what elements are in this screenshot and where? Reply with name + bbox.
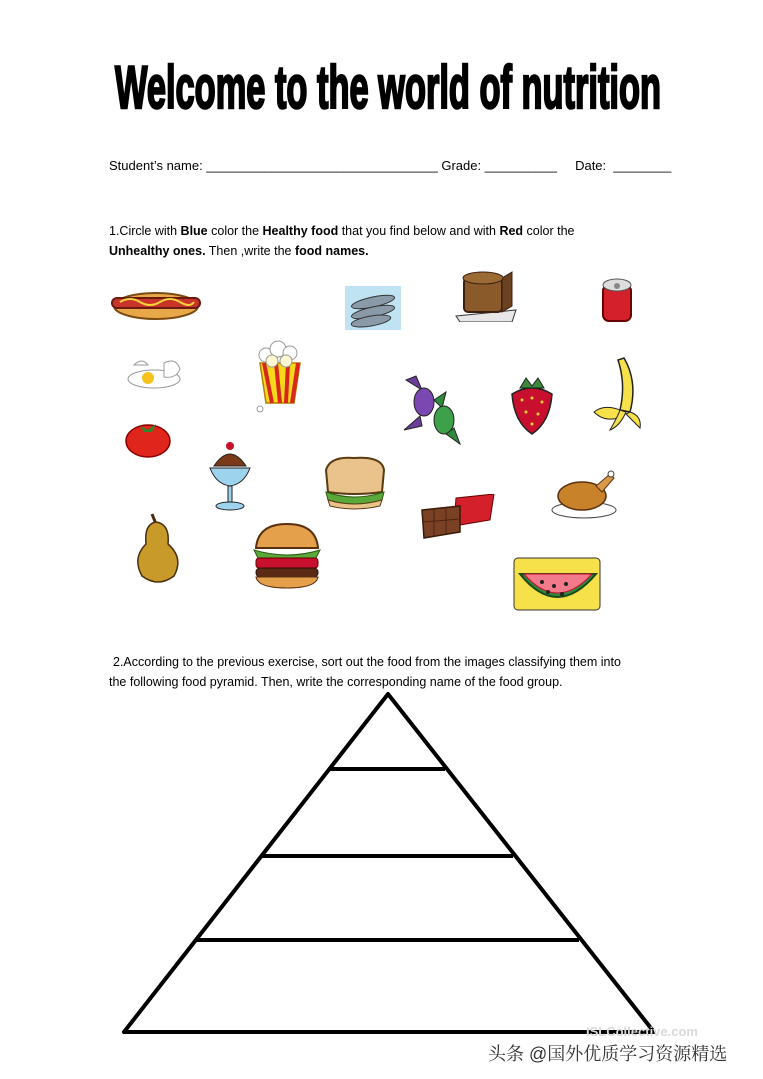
candy-image bbox=[398, 370, 468, 448]
strawberry-image bbox=[506, 374, 558, 436]
banana-image bbox=[590, 352, 644, 432]
soda-can-image bbox=[597, 275, 637, 325]
source-credit: 头条 @国外优质学习资源精选 bbox=[488, 1044, 728, 1064]
svg-text:Welcome to the world of nutrit: Welcome to the world of nutrition bbox=[115, 54, 661, 120]
hamburger-image bbox=[250, 520, 324, 590]
chocolate-bar-image bbox=[418, 494, 498, 540]
popcorn-image bbox=[250, 333, 308, 413]
date-blank[interactable]: ________ bbox=[613, 158, 672, 173]
watermark: ISLCollective.com bbox=[586, 1024, 698, 1039]
pear-image bbox=[130, 510, 186, 584]
hotdog-image bbox=[110, 284, 202, 322]
egg-image bbox=[124, 355, 186, 391]
sandwich-image bbox=[320, 452, 390, 510]
exercise2-instructions-line1: 2.According to the previous exercise, sort out the food from the images classifying them into bbox=[113, 655, 621, 669]
student-name-label: Student’s name: bbox=[109, 158, 203, 173]
worksheet-title bbox=[108, 50, 668, 120]
tomato-image bbox=[124, 418, 172, 458]
student-info-row bbox=[109, 158, 671, 173]
bread-image bbox=[452, 266, 520, 322]
ice-cream-sundae-image bbox=[204, 438, 256, 512]
fish-image bbox=[343, 284, 403, 332]
grade-label: Grade: bbox=[441, 158, 482, 173]
exercise2-instructions-line2: the following food pyramid. Then, write the corresponding name of the food group. bbox=[109, 675, 563, 689]
student-name-blank[interactable]: ________________________________ bbox=[206, 158, 438, 173]
roast-chicken-image bbox=[550, 466, 620, 520]
exercise1-instructions-line2: Unhealthy ones. Then ,write the food names. bbox=[109, 244, 369, 258]
grade-blank[interactable]: __________ bbox=[484, 158, 558, 173]
watermelon-image bbox=[512, 556, 602, 612]
pyramid-outline bbox=[124, 694, 654, 1032]
date-label: Date: bbox=[575, 158, 607, 173]
exercise1-instructions-line1: 1.Circle with Blue color the Healthy food that you find below and with Red color the bbox=[109, 224, 575, 238]
